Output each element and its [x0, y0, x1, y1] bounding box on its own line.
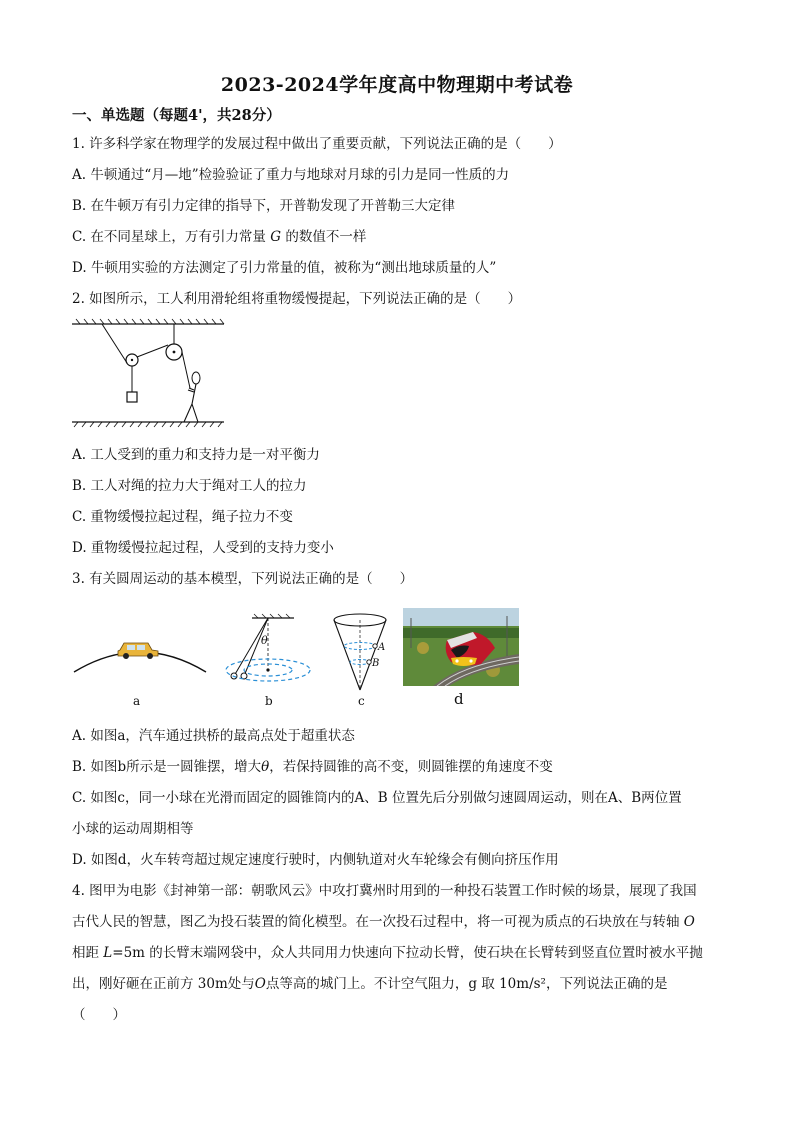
q4-line3 — [72, 944, 703, 962]
q3-option-d: D. 如图d，火车转弯超过规定速度行驶时，内侧轨道对火车轮缘会有侧向挤压作用 — [72, 852, 559, 868]
q4-line4-var: O — [254, 976, 266, 992]
q3-option-b-var: θ — [261, 759, 270, 775]
page-title: 2023-2024学年度高中物理期中考试卷 — [220, 74, 574, 96]
q3-option-c-line1: C. 如图c，同一小球在光滑而固定的圆锥筒内的A、B 位置先后分别做匀速圆周运动，则在A、B两位置 — [72, 790, 682, 806]
q2-option-d: D. 重物缓慢拉起过程，人受到的支持力变小 — [72, 540, 334, 556]
q1-option-c — [72, 228, 366, 246]
q4-line3-text-end: =5m 的长臂末端网袋中，众人共同用力快速向下拉动长臂，使石块在长臂转到竖直位置时被水平抛 — [112, 945, 703, 961]
q3-option-c-line2: 小球的运动周期相等 — [72, 821, 194, 837]
q4-line2 — [72, 913, 695, 931]
pulley-figure — [72, 318, 232, 430]
q2-option-b: B. 工人对绳的拉力大于绳对工人的拉力 — [72, 478, 307, 494]
q4-line2-text: 古代人民的智慧，图乙为投石装置的简化模型。在一次投石过程中，将一可视为质点的石块放在与转轴 — [72, 914, 680, 930]
q4-line2-var: O — [683, 914, 695, 930]
q4-line4-text: 出，刚好砸在正前方 30m处与 — [72, 976, 255, 992]
q1-option-c-var: G — [270, 229, 282, 245]
figure-b-angle-label: θ — [261, 634, 268, 647]
figure-a-caption: a — [133, 694, 141, 708]
figure-b-conical-pendulum — [222, 614, 318, 686]
q4-line4-text-end: 点等高的城门上。不计空气阻力，g 取 10m/s²，下列说法正确的是 — [265, 976, 668, 992]
q3-option-b — [72, 758, 553, 776]
q1-option-d: D. 牛顿用实验的方法测定了引力常量的值，被称为“测出地球质量的人” — [72, 260, 497, 276]
q1-option-a: A. 牛顿通过“月—地”检验验证了重力与地球对月球的引力是同一性质的力 — [72, 167, 510, 183]
q4-line4 — [72, 975, 667, 993]
q3-option-b-text: B. 如图b所示是一圆锥摆，增大 — [72, 759, 262, 775]
q1-option-c-text-end: 的数值不一样 — [285, 229, 367, 245]
figure-a-arch-bridge — [72, 630, 208, 676]
q2-option-c: C. 重物缓慢拉起过程，绳子拉力不变 — [72, 509, 293, 525]
figure-b-caption: b — [265, 694, 273, 708]
q1-stem: 1. 许多科学家在物理学的发展过程中做出了重要贡献，下列说法正确的是（ ） — [72, 136, 562, 152]
q2-option-a: A. 工人受到的重力和支持力是一对平衡力 — [72, 447, 320, 463]
q3-option-a: A. 如图a，汽车通过拱桥的最高点处于超重状态 — [72, 728, 355, 744]
q1-option-c-text: C. 在不同星球上，万有引力常量 — [72, 229, 266, 245]
figure-c-cone — [332, 612, 392, 694]
figure-c-label-a: A — [378, 642, 386, 653]
q4-line3-text: 相距 — [72, 945, 99, 961]
q4-line3-var: L — [103, 945, 113, 961]
figure-d-caption: d — [454, 690, 464, 708]
section-heading: 一、单选题（每题4'，共28分） — [72, 107, 281, 124]
q3-option-b-text-end: ，若保持圆锥的高不变，则圆锥摆的角速度不变 — [269, 759, 553, 775]
q3-stem: 3. 有关圆周运动的基本模型，下列说法正确的是（ ） — [72, 571, 414, 587]
q4-line1: 4. 图甲为电影《封神第一部：朝歌风云》中攻打冀州时用到的一种投石装置工作时候的场景，展现了我国 — [72, 883, 697, 899]
train-image — [403, 608, 519, 686]
q1-option-b: B. 在牛顿万有引力定律的指导下，开普勒发现了开普勒三大定律 — [72, 198, 456, 214]
figure-d-train-photo — [403, 608, 519, 686]
figure-c-caption: c — [358, 694, 365, 708]
figure-c-label-b: B — [372, 658, 380, 669]
car-icon — [118, 643, 158, 659]
q4-answer-paren: （ ） — [72, 1007, 126, 1023]
q2-stem: 2. 如图所示，工人利用滑轮组将重物缓慢提起，下列说法正确的是（ ） — [72, 291, 522, 307]
